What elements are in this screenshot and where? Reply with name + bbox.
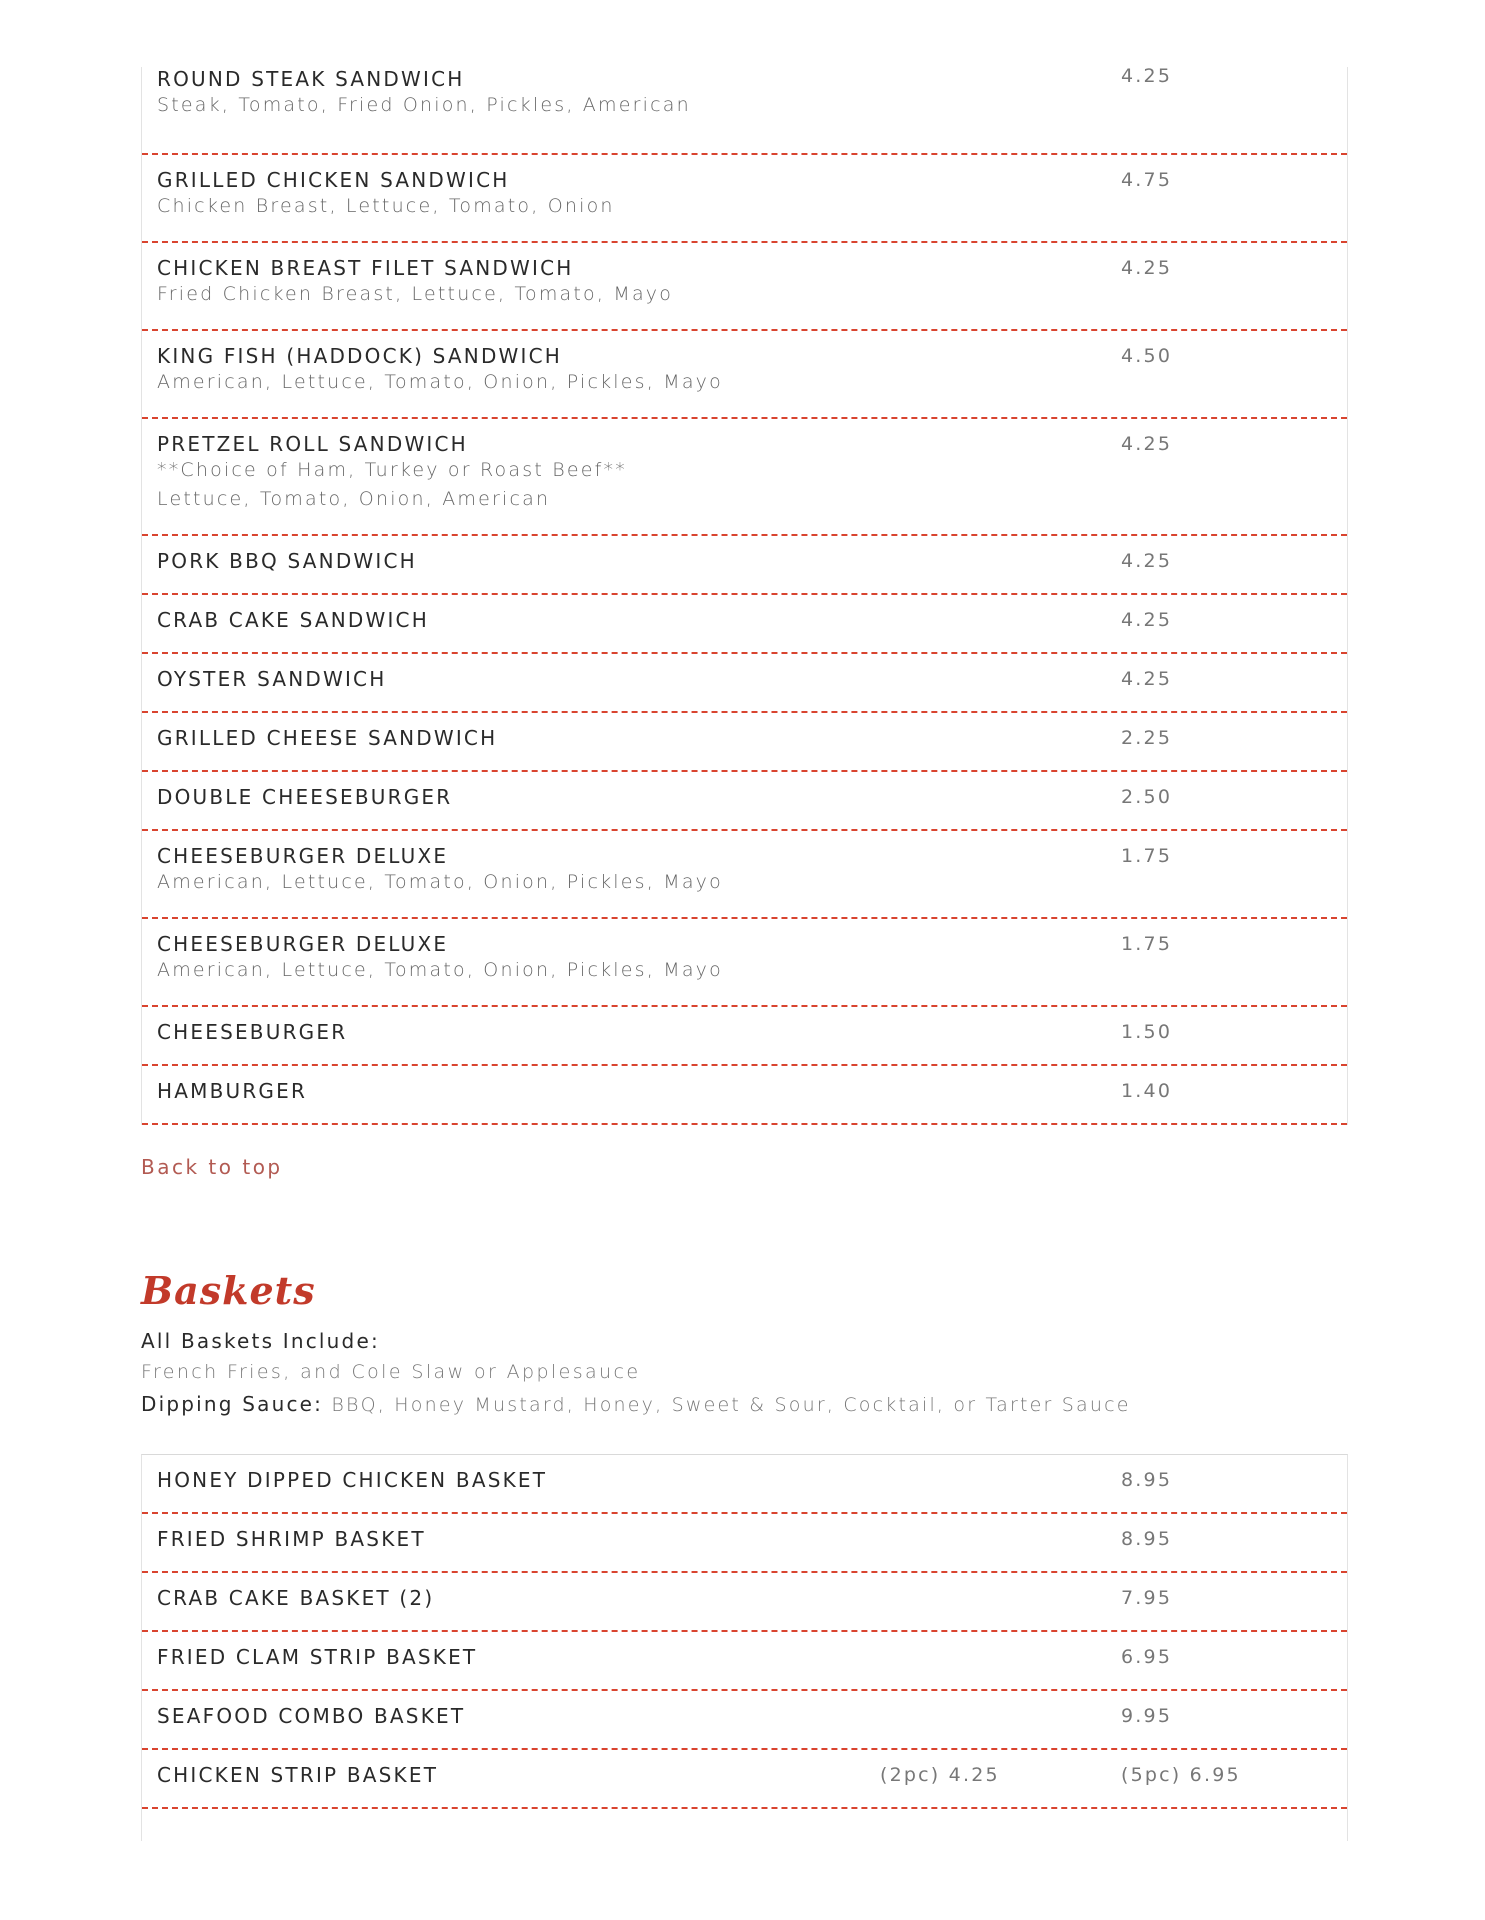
item-price: 9.95	[1121, 1705, 1173, 1727]
item-price: 2.50	[1121, 786, 1173, 808]
item-price-large: (5pc) 6.95	[1121, 1764, 1241, 1786]
menu-item	[142, 919, 1347, 1007]
menu-page	[141, 0, 1348, 1841]
item-name: CHICKEN STRIP BASKET	[157, 1763, 439, 1787]
item-price: 8.95	[1121, 1469, 1173, 1491]
item-description: Lettuce, Tomato, Onion, American	[157, 488, 551, 510]
dipping-sauce-line	[141, 1389, 1348, 1420]
menu-item	[142, 1632, 1347, 1691]
item-name: GRILLED CHICKEN SANDWICH	[157, 168, 510, 192]
item-price: 8.95	[1121, 1528, 1173, 1550]
item-name: DOUBLE CHEESEBURGER	[157, 785, 453, 809]
baskets-menu-table	[141, 1454, 1348, 1841]
menu-item	[142, 243, 1347, 331]
item-price: 4.25	[1121, 668, 1173, 690]
item-price: 4.25	[1121, 609, 1173, 631]
menu-item	[142, 1066, 1347, 1125]
item-name: GRILLED CHEESE SANDWICH	[157, 726, 498, 750]
section-title-baskets: Baskets	[141, 1268, 316, 1313]
item-name: HONEY DIPPED CHICKEN BASKET	[157, 1468, 548, 1492]
item-description: Steak, Tomato, Fried Onion, Pickles, American	[157, 94, 691, 116]
item-price: 4.25	[1121, 65, 1173, 87]
item-name: HAMBURGER	[157, 1079, 308, 1103]
menu-item	[142, 1007, 1347, 1066]
item-name: SEAFOOD COMBO BASKET	[157, 1704, 466, 1728]
item-name: CHEESEBURGER DELUXE	[157, 844, 449, 868]
item-description: Fried Chicken Breast, Lettuce, Tomato, Mayo	[157, 283, 674, 305]
item-price: 4.50	[1121, 345, 1173, 367]
menu-item	[142, 1750, 1347, 1809]
item-price: 1.50	[1121, 1021, 1173, 1043]
item-price: 1.75	[1121, 845, 1173, 867]
menu-item	[142, 595, 1347, 654]
item-price: 4.25	[1121, 433, 1173, 455]
menu-item	[142, 654, 1347, 713]
item-description: Chicken Breast, Lettuce, Tomato, Onion	[157, 195, 615, 217]
item-price: 7.95	[1121, 1587, 1173, 1609]
menu-item	[142, 67, 1347, 155]
baskets-include-text: French Fries, and Cole Slaw or Applesauce	[141, 1361, 641, 1383]
menu-item	[142, 831, 1347, 919]
item-name: FRIED CLAM STRIP BASKET	[157, 1645, 478, 1669]
item-price: 6.95	[1121, 1646, 1173, 1668]
item-price-small: (2pc) 4.25	[880, 1764, 1000, 1786]
menu-item	[142, 1573, 1347, 1632]
item-name: PORK BBQ SANDWICH	[157, 549, 417, 573]
item-name: CHEESEBURGER DELUXE	[157, 932, 449, 956]
menu-item	[142, 1455, 1347, 1514]
item-name: ROUND STEAK SANDWICH	[157, 67, 465, 91]
item-name: KING FISH (HADDOCK) SANDWICH	[157, 344, 563, 368]
item-name: PRETZEL ROLL SANDWICH	[157, 432, 468, 456]
item-price: 4.75	[1121, 169, 1173, 191]
menu-item	[142, 331, 1347, 419]
item-price: 2.25	[1121, 727, 1173, 749]
baskets-include-label: All Baskets Include:	[141, 1329, 380, 1353]
menu-item	[142, 1691, 1347, 1750]
item-description: American, Lettuce, Tomato, Onion, Pickles, Mayo	[157, 959, 723, 981]
menu-item	[142, 713, 1347, 772]
item-name: CHEESEBURGER	[157, 1020, 348, 1044]
menu-item	[142, 772, 1347, 831]
dipping-sauce-label: Dipping Sauce:	[141, 1392, 324, 1416]
item-description: American, Lettuce, Tomato, Onion, Pickles, Mayo	[157, 371, 723, 393]
menu-item	[142, 419, 1347, 536]
back-to-top-link[interactable]: Back to top	[141, 1155, 283, 1179]
item-name: OYSTER SANDWICH	[157, 667, 387, 691]
item-name: CHICKEN BREAST FILET SANDWICH	[157, 256, 574, 280]
dipping-sauce-options: BBQ, Honey Mustard, Honey, Sweet & Sour, Cocktail, or Tarter Sauce	[323, 1394, 1131, 1416]
item-price: 1.40	[1121, 1080, 1173, 1102]
item-description: American, Lettuce, Tomato, Onion, Pickles, Mayo	[157, 871, 723, 893]
menu-item	[142, 155, 1347, 243]
menu-item	[142, 1514, 1347, 1573]
item-name: FRIED SHRIMP BASKET	[157, 1527, 426, 1551]
item-description: **Choice of Ham, Turkey or Roast Beef**	[157, 459, 627, 481]
item-name: CRAB CAKE SANDWICH	[157, 608, 429, 632]
item-name: CRAB CAKE BASKET (2)	[157, 1586, 435, 1610]
sandwich-menu-table	[141, 67, 1348, 1125]
menu-item	[142, 536, 1347, 595]
item-price: 1.75	[1121, 933, 1173, 955]
item-price: 4.25	[1121, 550, 1173, 572]
item-price: 4.25	[1121, 257, 1173, 279]
